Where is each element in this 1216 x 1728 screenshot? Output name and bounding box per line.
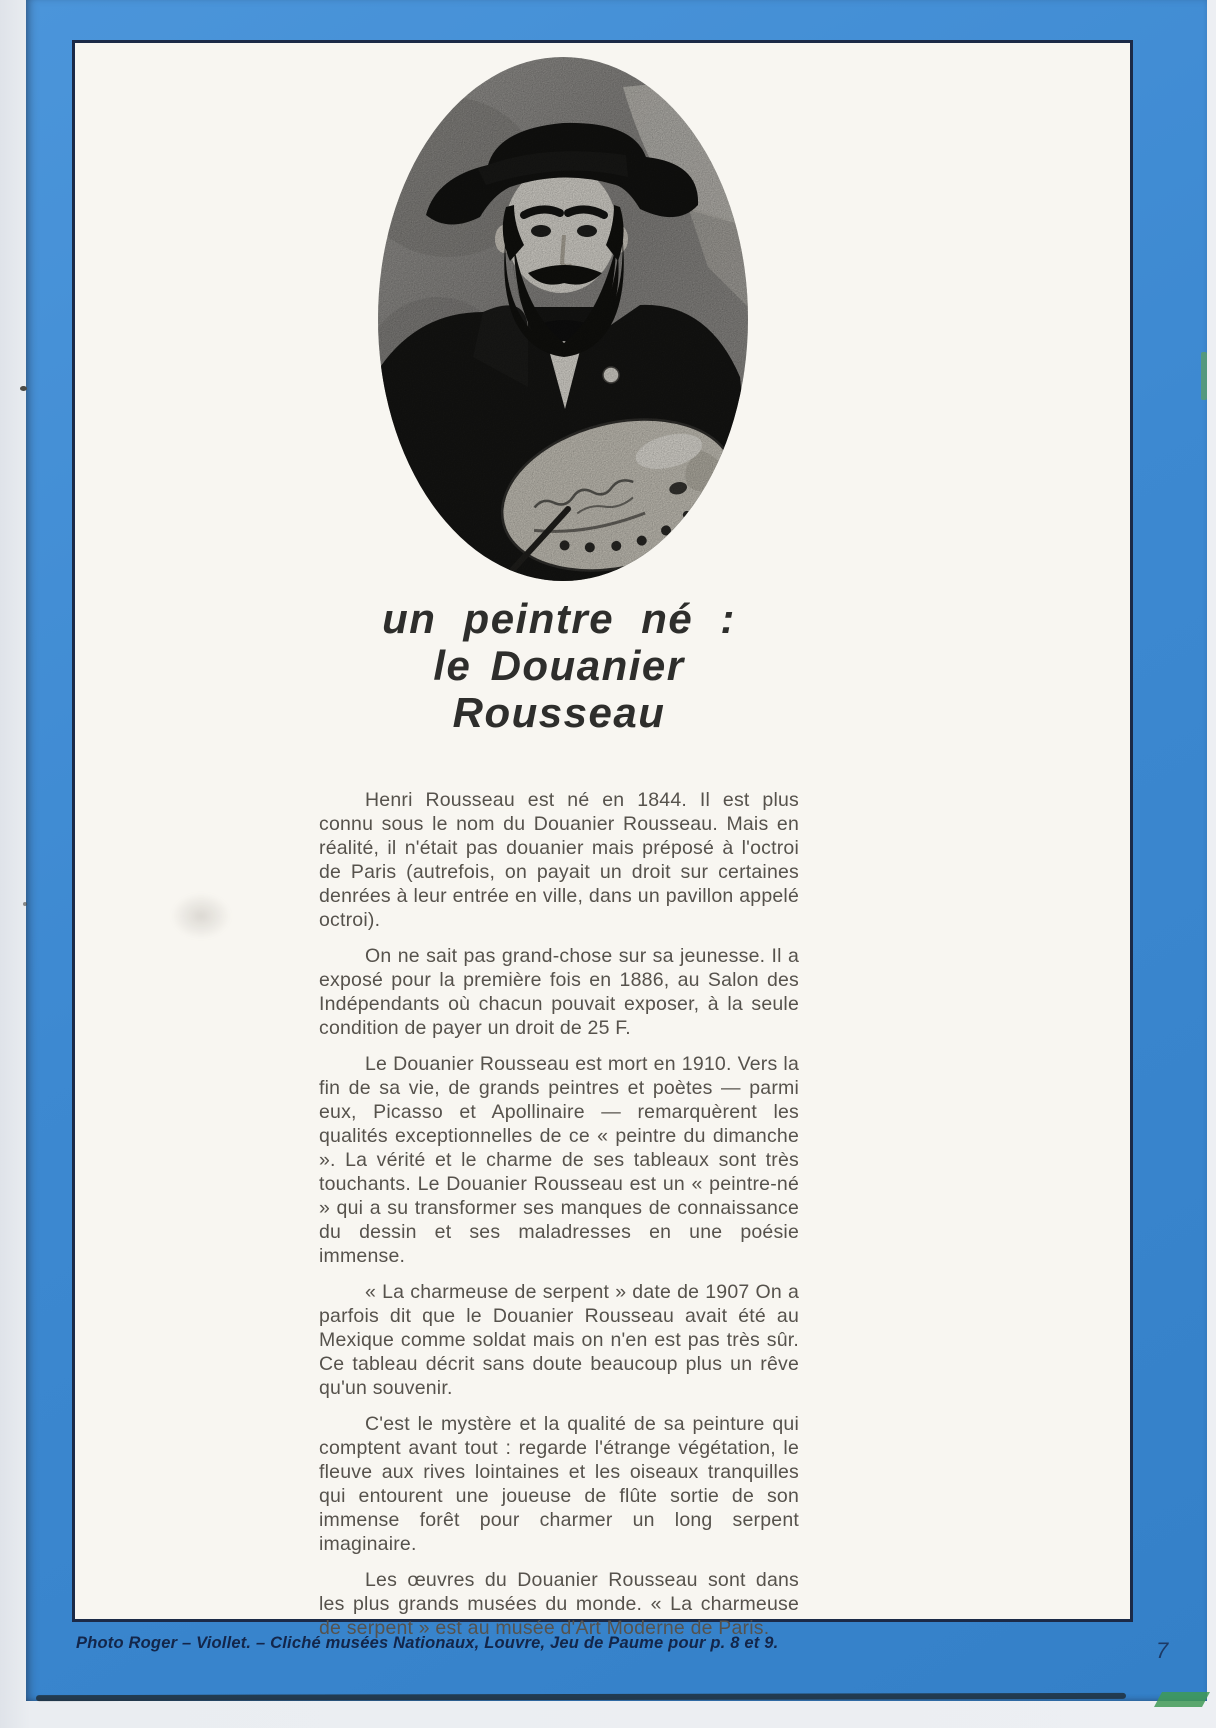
printed-page bbox=[72, 40, 1133, 1639]
scan-speck bbox=[20, 386, 27, 391]
print-smudge bbox=[171, 893, 231, 939]
portrait-photo bbox=[378, 57, 748, 581]
paragraph: Les œuvres du Douanier Rousseau sont dans les plus grands musées du monde. « La charmeuse de serpent » est au musée d'Art Moderne de Paris. bbox=[319, 1569, 799, 1639]
page-title-line1: un peintre né : bbox=[382, 595, 736, 642]
page-title bbox=[319, 595, 799, 736]
article-body bbox=[319, 788, 799, 1640]
self-portrait-douanier-rousseau-image bbox=[378, 57, 748, 581]
photo-credit-line: Photo Roger – Viollet. – Cliché musées Nationaux, Louvre, Jeu de Paume pour p. 8 et 9. bbox=[76, 1634, 779, 1652]
article-column bbox=[319, 595, 799, 1652]
scan-speck bbox=[23, 902, 27, 906]
scan-artifact-green-corner bbox=[1154, 1692, 1210, 1707]
page-title-line2: le Douanier Rousseau bbox=[433, 642, 685, 736]
paragraph: On ne sait pas grand-chose sur sa jeunesse. Il a exposé pour la première fois en 1886, au Salon des Indépendants où chacun pouvait exposer, à la seule condition de payer un droit de 25 F. bbox=[319, 945, 799, 1039]
paragraph: « La charmeuse de serpent » date de 1907 On a parfois dit que le Douanier Rousseau avait été au Mexique comme soldat mais on n'en est pas très sûr. Ce tableau décrit sans doute beaucoup plus un rêve qu'un souvenir. bbox=[319, 1281, 799, 1399]
paragraph: C'est le mystère et la qualité de sa peinture qui comptent avant tout : regarde l'étrange végétation, le fleuve aux rives lointaines et les oiseaux tranquilles qui entourent une joueuse de flûte sortie de son immense forêt pour charmer un long serpent imaginaire. bbox=[319, 1413, 799, 1555]
paragraph: Le Douanier Rousseau est mort en 1910. Vers la fin de sa vie, de grands peintres et poètes — parmi eux, Picasso et Apollinaire — remarquèrent les qualités exceptionnelles de ce « peintre du dimanche ». La vérité et le charme de ses tableaux sont très touchants. Le Douanier Rousseau est un « peintre-né » qui a su transformer ses manques de connaissance du dessin et ses maladresses en une poésie immense. bbox=[319, 1053, 799, 1267]
paragraph: Henri Rousseau est né en 1844. Il est plus connu sous le nom du Douanier Rousseau. Mais en réalité, il n'était pas douanier mais préposé à l'octroi de Paris (autrefois, on payait un droit sur certaines denrées à leur entrée en ville, dans un pavillon appelé octroi). bbox=[319, 789, 799, 931]
page-number: 7 bbox=[1156, 1638, 1169, 1663]
scan-artifact-green-sliver bbox=[1201, 352, 1207, 400]
